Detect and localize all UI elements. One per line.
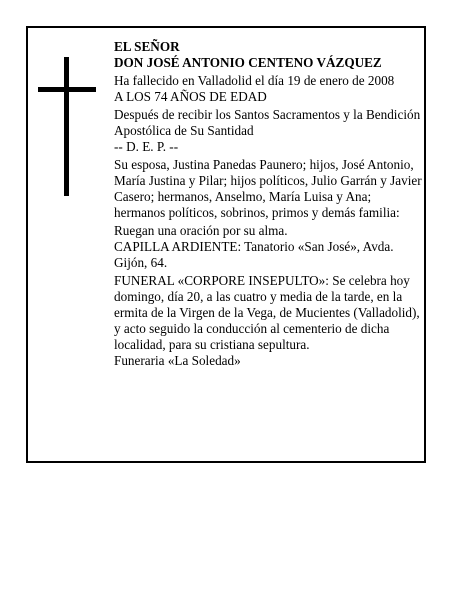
family-text: Su esposa, Justina Panedas Paunero; hijos, José Antonio, María Justina y Pilar; hijos políticos, Julio Garrán y Javier Casero; hermanos, Anselmo, María Luisa y Ana; hermanos políticos, sobrinos, primos y demás familia: [114,157,422,220]
notice-text [114,39,422,369]
sacraments-text: Después de recibir los Santos Sacramentos y la Bendición Apostólica de Su Santidad [114,107,421,138]
cross-icon-arm [38,87,96,92]
deceased-name: DON JOSÉ ANTONIO CENTENO VÁZQUEZ [114,55,382,70]
notice-title: EL SEÑOR [114,39,180,54]
cross-icon [64,57,69,196]
age-line: A LOS 74 AÑOS DE EDAD [114,89,267,104]
funeral-text: FUNERAL «CORPORE INSEPULTO»: Se celebra hoy domingo, día 20, a las cuatro y media de la tarde, en la ermita de la Virgen de la Vega, de Mucientes (Valladolid), y acto seguido la conducción al cementerio de dicha localidad, para su cristiana sepultura. [114,273,420,352]
chapel-text: CAPILLA ARDIENTE: Tanatorio «San José», Avda. Gijón, 64. [114,239,394,270]
funeral-home-text: Funeraria «La Soledad» [114,353,241,368]
prayer-text: Ruegan una oración por su alma. [114,223,288,238]
death-line: Ha fallecido en Valladolid el día 19 de enero de 2008 [114,73,395,88]
rip-text: -- D. E. P. -- [114,139,179,154]
